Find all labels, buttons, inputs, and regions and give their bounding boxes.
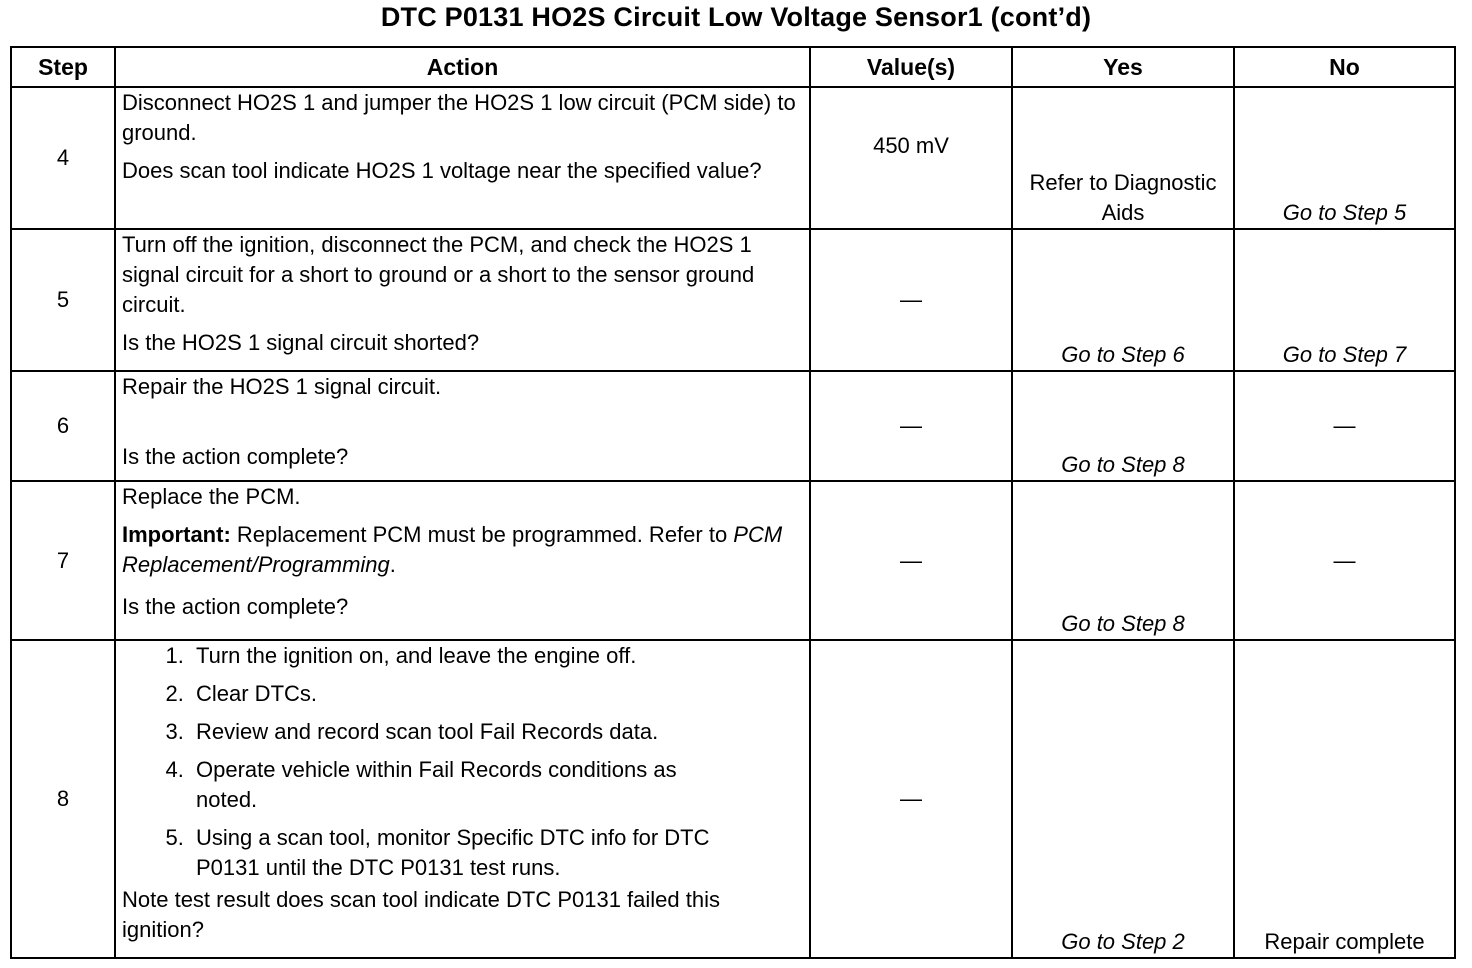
header-row [11, 47, 1455, 87]
page-title: DTC P0131 HO2S Circuit Low Voltage Sensor1 (cont’d) [380, 2, 1092, 32]
value-text: 450 mV [873, 133, 949, 158]
step-number: 5 [11, 229, 115, 371]
important-label: Important: [122, 522, 231, 547]
yes-cell: Go to Step 8 [1012, 481, 1234, 640]
step-number: 7 [11, 481, 115, 640]
action-cell [115, 481, 810, 640]
action-question: Note test result does scan tool indicate DTC P0131 failed this ignition? [122, 887, 720, 942]
action-instruction: Turn off the ignition, disconnect the PCM, and check the HO2S 1 signal circuit for a short to ground or a short to the sensor ground circuit. [122, 232, 755, 317]
value-cell: — [810, 371, 1012, 481]
procedure-list [122, 641, 803, 883]
no-cell: — [1234, 371, 1455, 481]
no-cell: Repair complete [1234, 640, 1455, 958]
no-cell: — [1234, 481, 1455, 640]
table-row [11, 229, 1455, 371]
header-no: No [1234, 47, 1455, 87]
step-number: 8 [11, 640, 115, 958]
step-number: 4 [11, 87, 115, 229]
value-cell: — [810, 640, 1012, 958]
header-values: Value(s) [810, 47, 1012, 87]
yes-cell: Go to Step 8 [1012, 371, 1234, 481]
list-item: 1. Turn the ignition on, and leave the engine off. [190, 641, 803, 671]
diagnostic-table [10, 46, 1456, 959]
table-row [11, 640, 1455, 958]
action-question: Is the action complete? [122, 444, 349, 469]
no-cell: Go to Step 7 [1234, 229, 1455, 371]
action-cell [115, 371, 810, 481]
action-cell [115, 87, 810, 229]
header-step: Step [11, 47, 115, 87]
header-yes: Yes [1012, 47, 1234, 87]
header-action: Action [115, 47, 810, 87]
important-end: . [389, 552, 396, 577]
step-number: 6 [11, 371, 115, 481]
action-instruction: Replace the PCM. [122, 484, 301, 509]
value-cell: — [810, 229, 1012, 371]
yes-cell: Refer to Diagnostic Aids [1012, 87, 1234, 229]
yes-cell: Go to Step 2 [1012, 640, 1234, 958]
action-cell [115, 229, 810, 371]
action-question: Is the HO2S 1 signal circuit shorted? [122, 330, 480, 355]
action-question: Is the action complete? [122, 594, 349, 619]
table-row [11, 481, 1455, 640]
list-item: 3. Review and record scan tool Fail Records data. [190, 717, 803, 747]
value-cell: — [810, 481, 1012, 640]
action-instruction: Disconnect HO2S 1 and jumper the HO2S 1 low circuit (PCM side) to ground. [122, 90, 796, 145]
list-item: 5. Using a scan tool, monitor Specific DTC info for DTC P0131 until the DTC P0131 test runs. [190, 823, 803, 883]
action-question: Does scan tool indicate HO2S 1 voltage near the specified value? [122, 158, 762, 183]
important-note [122, 520, 803, 580]
action-cell [115, 640, 810, 958]
yes-cell: Go to Step 6 [1012, 229, 1234, 371]
table-row [11, 87, 1455, 229]
value-cell [810, 87, 1012, 229]
no-cell: Go to Step 5 [1234, 87, 1455, 229]
important-text: Replacement PCM must be programmed. Refer to [230, 522, 734, 547]
action-instruction: Repair the HO2S 1 signal circuit. [122, 374, 442, 399]
list-item: 2. Clear DTCs. [190, 679, 803, 709]
list-item: 4. Operate vehicle within Fail Records conditions as noted. [190, 755, 803, 815]
table-row [11, 371, 1455, 481]
reference-link: PCM Replacement/Programming [122, 522, 783, 577]
